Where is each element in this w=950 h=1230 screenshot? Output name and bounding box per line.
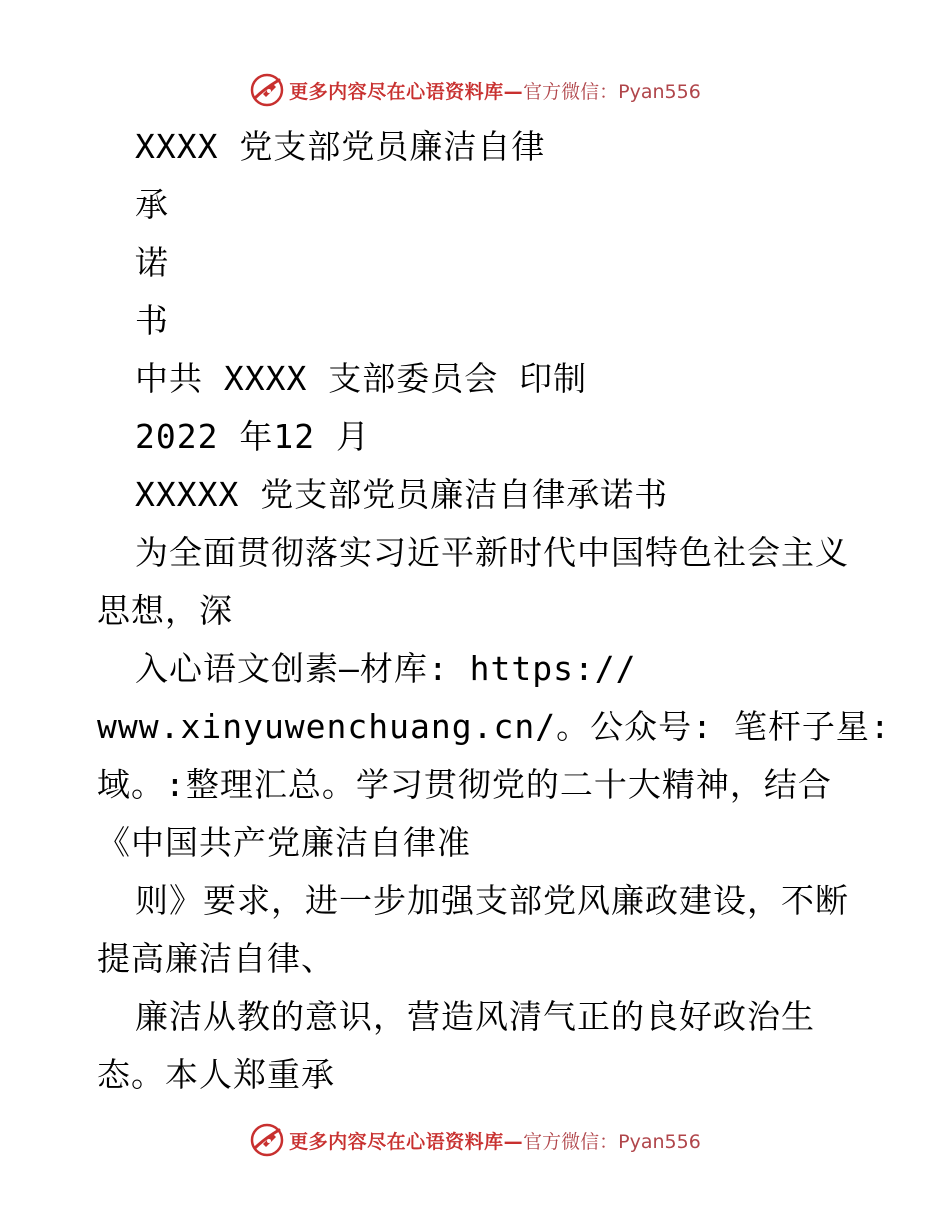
text-line: 承 (135, 185, 169, 224)
text-line: www.xinyuwenchuang.cn/。公众号: 笔杆子星: (97, 707, 891, 746)
text-line: XXXXX 党支部党员廉洁自律承诺书 (135, 475, 669, 514)
text-line: 域。:整理汇总。学习贯彻党的二十大精神，结合 (97, 765, 832, 804)
text-line: 中共 XXXX 支部委员会 印制 (135, 359, 588, 398)
text-line: 则》要求，进一步加强支部党风廉政建设，不断 (135, 881, 849, 920)
document-body (97, 118, 891, 1104)
text-line: XXXX 党支部党员廉洁自律 (135, 127, 546, 166)
footer-banner (0, 1120, 950, 1160)
banner-wechat: 官方微信：Pyan556 (523, 1130, 701, 1153)
text-line: 思想，深 (97, 591, 233, 630)
text-line: 2022 年12 月 (135, 417, 370, 456)
banner-title: 更多内容尽在心语资料库— (289, 80, 524, 103)
text-line: 为全面贯彻落实习近平新时代中国特色社会主义 (135, 533, 849, 572)
text-line: 入心语文创素—材库: https:// (135, 649, 637, 688)
text-line: 态。本人郑重承 (97, 1055, 335, 1094)
pen-logo-icon (249, 72, 285, 108)
banner-title: 更多内容尽在心语资料库— (289, 1130, 524, 1153)
text-line: 《中国共产党廉洁自律准 (97, 823, 471, 862)
text-line: 书 (135, 301, 169, 340)
header-banner (0, 70, 950, 110)
text-line: 提高廉洁自律、 (97, 939, 335, 978)
text-line: 诺 (135, 243, 169, 282)
banner-wechat: 官方微信：Pyan556 (523, 80, 701, 103)
pen-logo-icon (249, 1122, 285, 1158)
text-line: 廉洁从教的意识，营造风清气正的良好政治生 (135, 997, 815, 1036)
